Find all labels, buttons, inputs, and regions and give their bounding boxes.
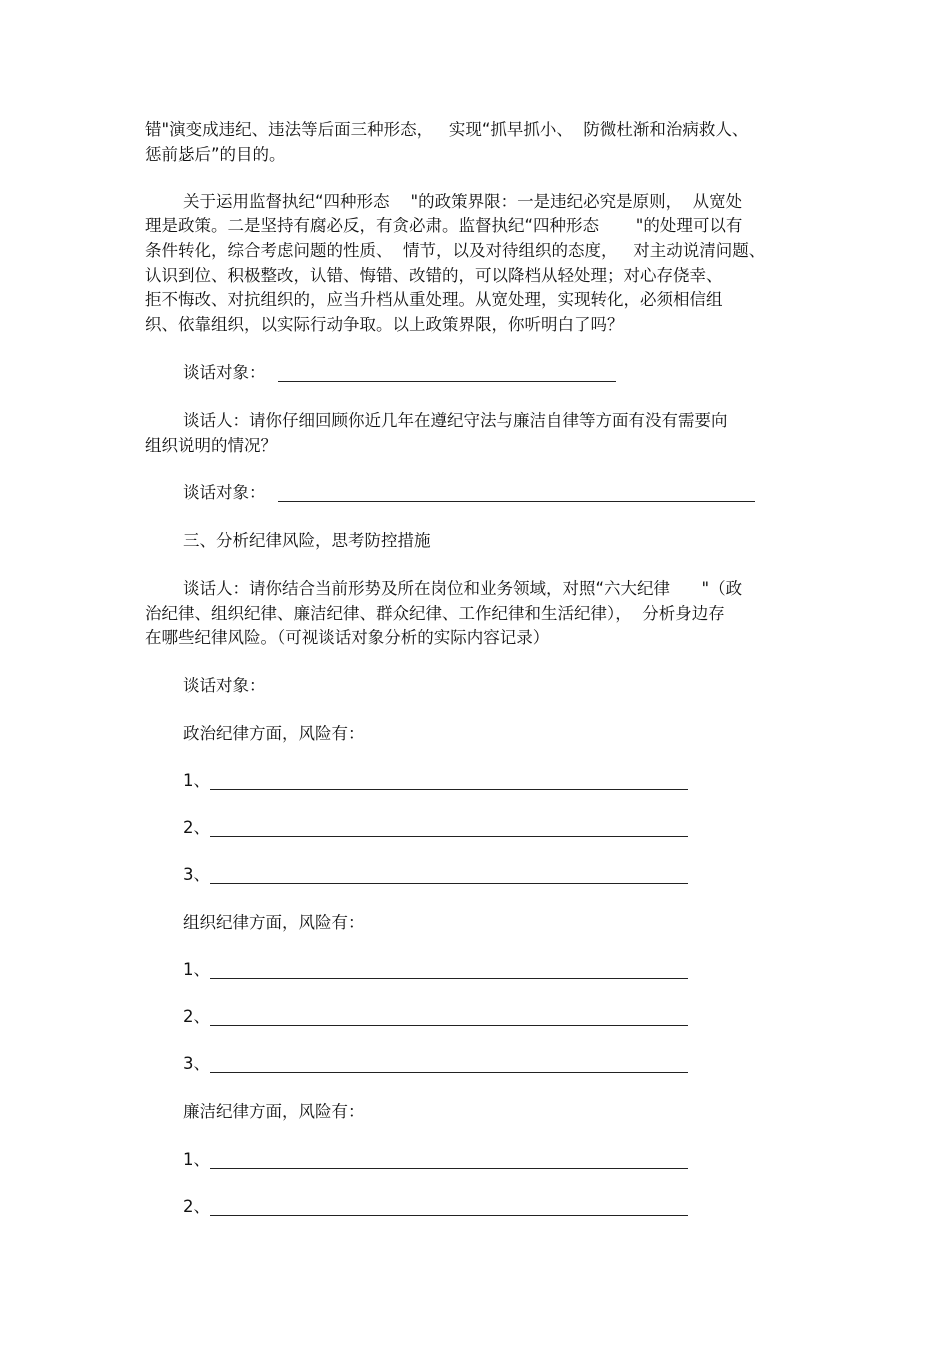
- paragraph-line: 认识到位、积极整改，认错、悔错、改错的，可以降档从轻处理；对心存侥幸、: [145, 266, 723, 285]
- item-number: 2、: [183, 1007, 210, 1026]
- answer-blank[interactable]: [210, 1215, 688, 1216]
- item-number: 3、: [183, 865, 210, 884]
- item-number: 2、: [183, 1197, 210, 1216]
- answer-blank[interactable]: [210, 1025, 688, 1026]
- integrity-discipline-heading: 廉洁纪律方面，风险有：: [183, 1102, 365, 1121]
- paragraph-line: 治纪律、组织纪律、廉洁纪律、群众纪律、工作纪律和生活纪律）， 分析身边存: [145, 604, 725, 623]
- answer-blank[interactable]: [210, 978, 688, 979]
- paragraph-line: 理是政策。二是坚持有腐必反，有贪必肃。监督执纪“四种形态 "的处理可以有: [145, 216, 743, 235]
- respondent-label: 谈话对象：: [183, 363, 266, 382]
- paragraph-line: 错"演变成违纪、违法等后面三种形态， 实现“抓早抓小、 防微杜渐和治病救人、: [145, 120, 749, 139]
- respondent-label: 谈话对象：: [183, 676, 266, 695]
- answer-blank[interactable]: [210, 836, 688, 837]
- paragraph-line: 谈话人：请你仔细回顾你近几年在遵纪守法与廉洁自律等方面有没有需要向: [183, 411, 728, 430]
- answer-blank[interactable]: [278, 501, 755, 502]
- item-number: 1、: [183, 960, 210, 979]
- paragraph-line: 惩前毖后”的目的。: [145, 145, 286, 164]
- answer-blank[interactable]: [278, 381, 616, 382]
- answer-blank[interactable]: [210, 1072, 688, 1073]
- respondent-label: 谈话对象：: [183, 483, 266, 502]
- item-number: 1、: [183, 1150, 210, 1169]
- political-discipline-heading: 政治纪律方面，风险有：: [183, 724, 365, 743]
- item-number: 2、: [183, 818, 210, 837]
- item-number: 3、: [183, 1054, 210, 1073]
- section-heading: 三、分析纪律风险，思考防控措施: [183, 531, 431, 550]
- answer-blank[interactable]: [210, 789, 688, 790]
- paragraph-line: 在哪些纪律风险。（可视谈话对象分析的实际内容记录）: [145, 628, 550, 647]
- answer-blank[interactable]: [210, 1168, 688, 1169]
- paragraph-line: 拒不悔改、对抗组织的，应当升档从重处理。从宽处理，实现转化，必须相信组: [145, 290, 723, 309]
- paragraph-line: 条件转化，综合考虑问题的性质、 情节，以及对待组织的态度， 对主动说清问题、: [145, 241, 766, 260]
- paragraph-line: 谈话人：请你结合当前形势及所在岗位和业务领域，对照“六大纪律 "（政: [183, 579, 743, 598]
- paragraph-line: 关于运用监督执纪“四种形态 "的政策界限：一是违纪必究是原则， 从宽处: [183, 192, 743, 211]
- paragraph-line: 组织说明的情况？: [145, 436, 277, 455]
- answer-blank[interactable]: [210, 883, 688, 884]
- item-number: 1、: [183, 771, 210, 790]
- organization-discipline-heading: 组织纪律方面，风险有：: [183, 913, 365, 932]
- paragraph-line: 织、依靠组织，以实际行动争取。以上政策界限，你听明白了吗？: [145, 315, 624, 334]
